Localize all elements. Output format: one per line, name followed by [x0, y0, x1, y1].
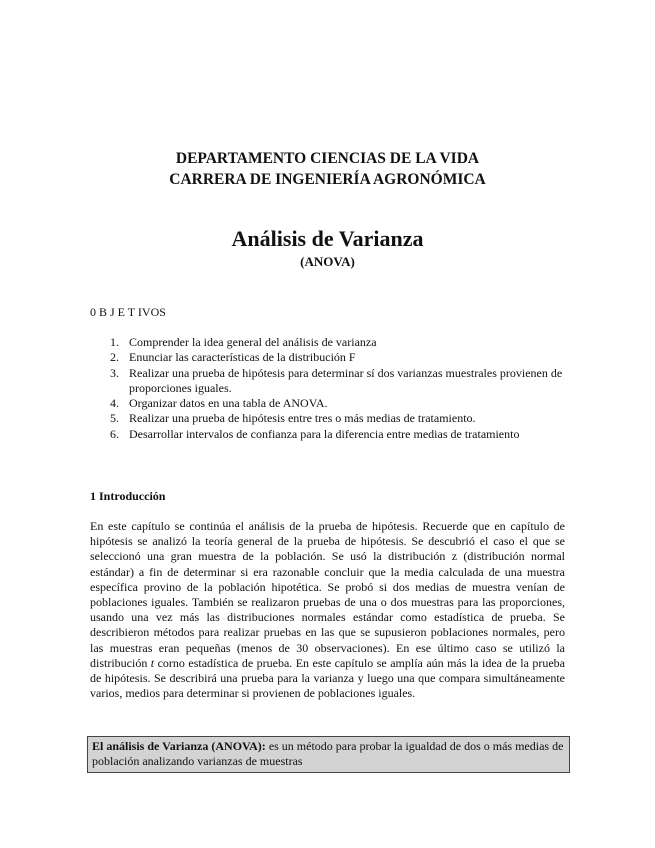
intro-text-before: En este capítulo se continúa el análisis de la prueba de hipótesis. Recuerde que en capítulo de hipótesis se analizó la teoría general de la prueba de hipótesis. Se descubrió el caso el que se seleccionó una gran muestra de la población. Se usó la distribución z (distribución normal estándar) a fin de determinar si era razonable concluir que la media calculada de una muestra específica provino de la población hipotética. Se probó si dos medias de muestra venían de poblaciones iguales. También se realizaron pruebas de una o dos muestras para las proporciones, usando una vez más las distribuciones normales estándar como estadística de prueba. Se describieron métodos para realizar pruebas en las que se supusieron poblaciones normales, pero las muestras eran pequeñas (menos de 30 observaciones). En ese último caso se utilizó la distribución: [90, 519, 565, 670]
objective-item: [110, 427, 580, 442]
intro-italic-t: t: [150, 655, 155, 670]
objective-number: 6.: [110, 426, 119, 441]
career-name: CARRERA DE INGENIERÍA AGRONÓMICA: [169, 171, 486, 188]
definition-box: [87, 736, 570, 773]
objective-text: Desarrollar intervalos de confianza para la diferencia entre medias de tratamiento: [129, 426, 520, 441]
objective-number: 5.: [110, 411, 119, 426]
intro-heading: 1 Introducción: [90, 489, 166, 503]
objectives-heading: 0 B J E T IVOS: [90, 305, 166, 319]
objective-number: 1.: [110, 335, 119, 349]
objective-item: [110, 366, 580, 397]
objective-text: Realizar una prueba de hipótesis entre tres o más medias de tratamiento.: [129, 411, 476, 426]
definition-text: es un método para probar la igualdad de dos o más medias de población analizando varianzas de muestras: [92, 739, 564, 768]
objective-text: Organizar datos en una tabla de ANOVA.: [129, 396, 328, 411]
document-title: Análisis de Varianza: [231, 226, 424, 251]
objective-item: [110, 411, 580, 426]
objective-text: Comprender la idea general del análisis de varianza: [129, 335, 377, 349]
objective-number: 3.: [110, 365, 119, 380]
objective-text: Enunciar las características de la distribución F: [129, 350, 356, 365]
objective-number: 4.: [110, 396, 119, 411]
department-name: DEPARTAMENTO CIENCIAS DE LA VIDA: [175, 150, 480, 167]
objectives-list: [110, 335, 580, 442]
definition-term: El análisis de Varianza (ANOVA):: [92, 739, 266, 753]
objective-item: [110, 396, 580, 411]
intro-text-after: corno estadística de prueba. En este capítulo se amplía aún más la idea de la prueba de hipótesis. Se describirá una prueba para la varianza y luego una que compara simultáneamente varios, medios para determinar si provienen de poblaciones iguales.: [90, 655, 566, 701]
institution-header: [0, 148, 655, 190]
objective-item: [110, 350, 580, 365]
document-subtitle: (ANOVA): [300, 254, 355, 269]
intro-paragraph: [90, 519, 565, 701]
objective-number: 2.: [110, 350, 119, 365]
objective-item: [110, 335, 580, 350]
objective-text: Realizar una prueba de hipótesis para determinar sí dos varianzas muestrales provienen de proporciones iguales.: [129, 365, 563, 395]
